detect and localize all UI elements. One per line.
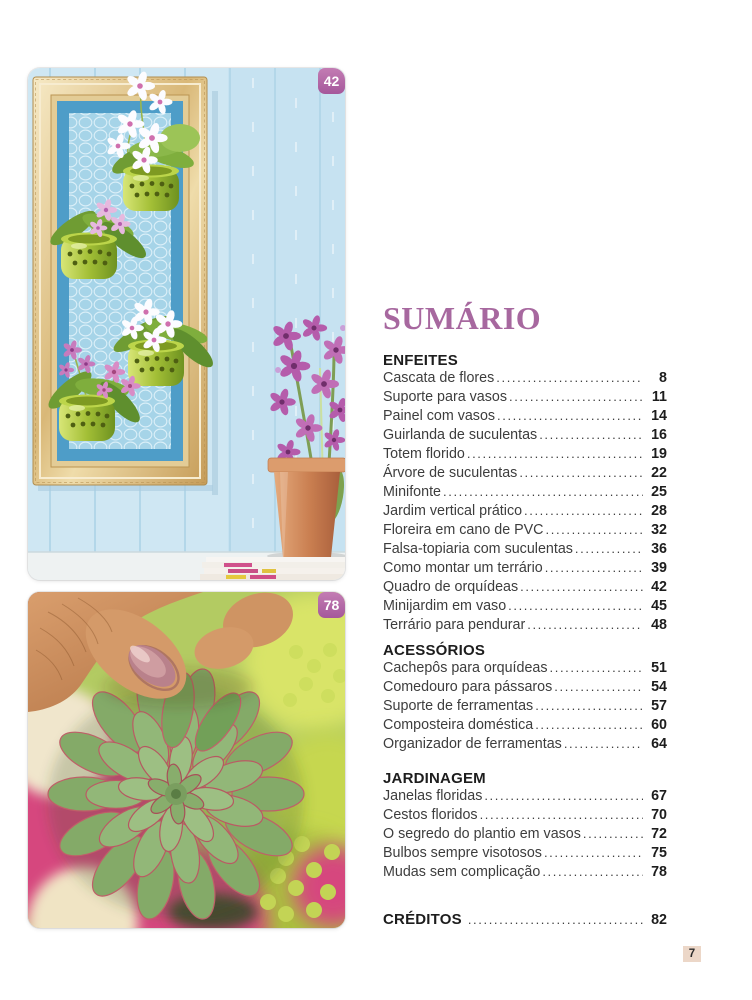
toc-entry [383, 503, 667, 522]
toc-entry [383, 598, 667, 617]
toc-entry-page: 22 [651, 465, 667, 481]
toc-entry-page: 67 [651, 788, 667, 804]
toc-entry-label: Organizador de ferramentas [383, 736, 562, 752]
toc-entry [383, 446, 667, 465]
toc-entry-page: 54 [651, 679, 667, 695]
toc-entry-page: 32 [651, 522, 667, 538]
toc-entry-page: 75 [651, 845, 667, 861]
page-title: SUMÁRIO [383, 300, 542, 336]
table-of-contents [383, 298, 667, 930]
toc-dot-leader [496, 370, 643, 385]
toc-entry-page: 28 [651, 503, 667, 519]
toc-entry-label: Minifonte [383, 484, 442, 500]
toc-entry-label: Floreira em cano de PVC [383, 522, 544, 538]
toc-entry [383, 370, 667, 389]
toc-entry [383, 864, 667, 883]
toc-entry [383, 826, 667, 845]
toc-dot-leader [443, 484, 643, 499]
toc-entry-page: 48 [651, 617, 667, 633]
toc-entry [383, 484, 667, 503]
toc-entry-page: 45 [651, 598, 667, 614]
orchid-frame-illustration [28, 68, 345, 580]
toc-dot-leader [497, 408, 643, 423]
toc-entry [383, 845, 667, 864]
toc-entry-label: Cestos floridos [383, 807, 478, 823]
toc-dot-leader [583, 826, 643, 841]
toc-entry-page: 16 [651, 427, 667, 443]
toc-entry-page: 19 [651, 446, 667, 462]
toc-dot-leader [545, 560, 643, 575]
toc-entry-label: Suporte para vasos [383, 389, 507, 405]
toc-dot-leader [554, 679, 643, 694]
toc-entry-label: Mudas sem complicação [383, 864, 541, 880]
toc-entry-label: Comedouro para pássaros [383, 679, 553, 695]
toc-entry [383, 679, 667, 698]
toc-entry-label: Como montar um terrário [383, 560, 543, 576]
toc-entry-page: 51 [651, 660, 667, 676]
toc-entry [383, 698, 667, 717]
toc-entry-label: Cachepôs para orquídeas [383, 660, 548, 676]
toc-entry-label: O segredo do plantio em vasos [383, 826, 581, 842]
toc-entry [383, 660, 667, 679]
toc-dot-leader [519, 465, 643, 480]
toc-section-acessorios [383, 641, 667, 755]
toc-dot-leader [480, 807, 643, 822]
toc-credits-page: 82 [651, 912, 667, 928]
toc-entry-label: Cascata de flores [383, 370, 495, 386]
toc-dot-leader [535, 717, 643, 732]
toc-entry-page: 72 [651, 826, 667, 842]
toc-dot-leader [564, 736, 643, 751]
toc-entry-label: Totem florido [383, 446, 465, 462]
succulent-illustration [28, 592, 345, 928]
toc-entry [383, 807, 667, 826]
toc-dot-leader [535, 698, 643, 713]
toc-entry-label: Falsa-topiaria com suculentas [383, 541, 573, 557]
toc-dot-leader [520, 579, 643, 594]
toc-dot-leader [539, 427, 643, 442]
toc-entry-label: Quadro de orquídeas [383, 579, 519, 595]
toc-dot-leader [508, 598, 643, 613]
toc-entry-label: Minijardim em vaso [383, 598, 507, 614]
toc-dot-leader [546, 522, 643, 537]
page-ref-badge: 42 [318, 68, 345, 94]
toc-entry-page: 64 [651, 736, 667, 752]
toc-entry-label: Árvore de suculentas [383, 465, 518, 481]
toc-section-header: ENFEITES [383, 352, 458, 369]
toc-entry [383, 617, 667, 636]
toc-dot-leader [467, 446, 643, 461]
toc-dot-leader [542, 864, 643, 879]
toc-dot-leader [468, 912, 643, 927]
toc-entry-page: 36 [651, 541, 667, 557]
toc-entry-page: 57 [651, 698, 667, 714]
toc-entry-label: Bulbos sempre visotosos [383, 845, 542, 861]
photo-orchid-frame [28, 68, 345, 580]
toc-section-jardinagem [383, 769, 667, 883]
toc-entry-label: Janelas floridas [383, 788, 483, 804]
toc-entry-page: 14 [651, 408, 667, 424]
toc-entry-label: Jardim vertical prático [383, 503, 523, 519]
toc-entry-page: 78 [651, 864, 667, 880]
toc-section-header: ACESSÓRIOS [383, 642, 486, 659]
toc-dot-leader [509, 389, 643, 404]
toc-entry [383, 579, 667, 598]
toc-entry [383, 788, 667, 807]
toc-entry-label: Composteira doméstica [383, 717, 534, 733]
toc-entry [383, 522, 667, 541]
folio-page-number: 7 [683, 946, 701, 962]
toc-section-header: JARDINAGEM [383, 770, 486, 787]
toc-dot-leader [544, 845, 643, 860]
toc-entry-page: 11 [651, 389, 667, 405]
toc-entry-label: Painel com vasos [383, 408, 496, 424]
toc-entry-page: 8 [659, 370, 667, 386]
toc-dot-leader [524, 503, 643, 518]
toc-dot-leader [527, 617, 643, 632]
toc-entry-label: Suporte de ferramentas [383, 698, 534, 714]
toc-dot-leader [575, 541, 643, 556]
toc-entry-label: Guirlanda de suculentas [383, 427, 538, 443]
toc-entry [383, 465, 667, 484]
toc-entry [383, 408, 667, 427]
toc-entry [383, 541, 667, 560]
toc-entry-page: 39 [651, 560, 667, 576]
photo-succulent [28, 592, 345, 928]
toc-dot-leader [550, 660, 643, 675]
toc-entry [383, 427, 667, 446]
toc-entry [383, 736, 667, 755]
toc-credits [383, 911, 667, 930]
toc-entry-page: 70 [651, 807, 667, 823]
toc-entry-label: Terrário para pendurar [383, 617, 526, 633]
toc-entry [383, 389, 667, 408]
page-ref-badge: 78 [318, 592, 345, 618]
toc-section-enfeites [383, 351, 667, 636]
toc-entry-page: 25 [651, 484, 667, 500]
toc-credits-label: CRÉDITOS [383, 911, 462, 928]
toc-entry-page: 60 [651, 717, 667, 733]
toc-entry [383, 560, 667, 579]
toc-entry-page: 42 [651, 579, 667, 595]
toc-entry [383, 717, 667, 736]
toc-dot-leader [484, 788, 643, 803]
